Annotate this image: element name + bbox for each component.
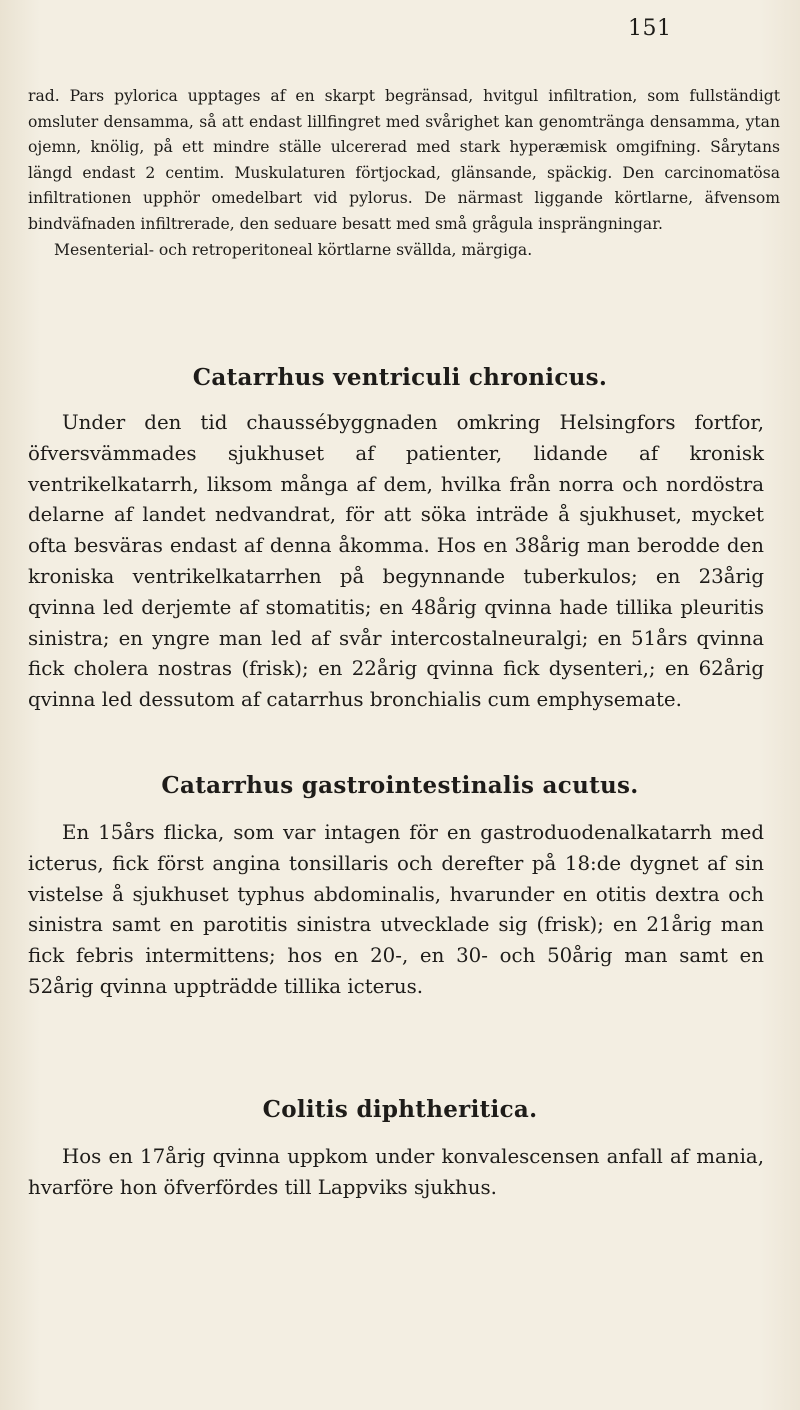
section-heading-catarrhus-gastrointestinalis: Catarrhus gastrointestinalis acutus. — [161, 772, 639, 799]
section-body-colitis — [28, 1142, 764, 1204]
section-paragraph: En 15års flicka, som var intagen för en gastroduodenalkatarrh med icterus, fick först angina tonsillaris och derefter på 18:de dygnet af sin vistelse å sjukhuset typhus abdominalis, hvarunder en otitis dextra och sinistra samt en parotitis sinistra utvecklade sig (frisk); en 21årig man fick febris intermittens; hos en 20-, en 30- och 50årig man samt en 52årig qvinna uppträdde tillika icterus. — [28, 821, 764, 998]
section-heading-colitis: Colitis diphtheritica. — [262, 1096, 538, 1123]
section-paragraph: Under den tid chaussébyggnaden omkring Helsingfors fortfor, öfversvämmades sjukhuset af patienter, lidande af kronisk ventrikelkatarrh, liksom många af dem, hvilka från norra och nordöstra delarne af landet nedvandrat, för att söka inträde å sjukhuset, mycket ofta besväras endast af denna åkomma. Hos en 38årig man berodde den kroniska ventrikelkatarrhen på begynnande tuberkulos; en 23årig qvinna led derjemte af stomatitis; en 48årig qvinna hade tillika pleuritis sinistra; en yngre man led af svår intercostalneuralgi; en 51års qvinna fick cholera nostras (frisk); en 22årig qvinna fick dysenteri,; en 62årig qvinna led dessutom af catarrhus bronchialis cum emphysemate. — [28, 411, 764, 712]
section-heading-catarrhus-ventriculi: Catarrhus ventriculi chronicus. — [192, 364, 608, 391]
section-body-catarrhus-ventriculi — [28, 408, 764, 716]
intro-block — [28, 84, 780, 263]
section-paragraph: Hos en 17årig qvinna uppkom under konvalescensen anfall af mania, hvarföre hon öfverfördes till Lappviks sjukhus. — [28, 1145, 764, 1199]
section-body-catarrhus-gastrointestinalis — [28, 818, 764, 1003]
page-number: 151 — [628, 16, 672, 41]
intro-paragraph-2: Mesenterial- och retroperitoneal körtlarne svällda, märgiga. — [54, 240, 533, 259]
intro-paragraph-1: rad. Pars pylorica upptages af en skarpt begränsad, hvitgul infiltration, som fullständigt omsluter densamma, så att endast lillfingret med svårighet kan genomtränga densamma, ytan ojemn, knölig, på ett mindre ställe ulcererad med stark hyperæmisk omgifning. Sårytans längd endast 2 centim. Muskulaturen förtjockad, glänsande, späckig. Den carcinomatösa infiltrationen upphör omedelbart vid pylorus. De närmast liggande körtlarne, äfvensom bindväfnaden infiltrerade, den seduare besatt med små grågula insprängningar. — [28, 87, 780, 233]
